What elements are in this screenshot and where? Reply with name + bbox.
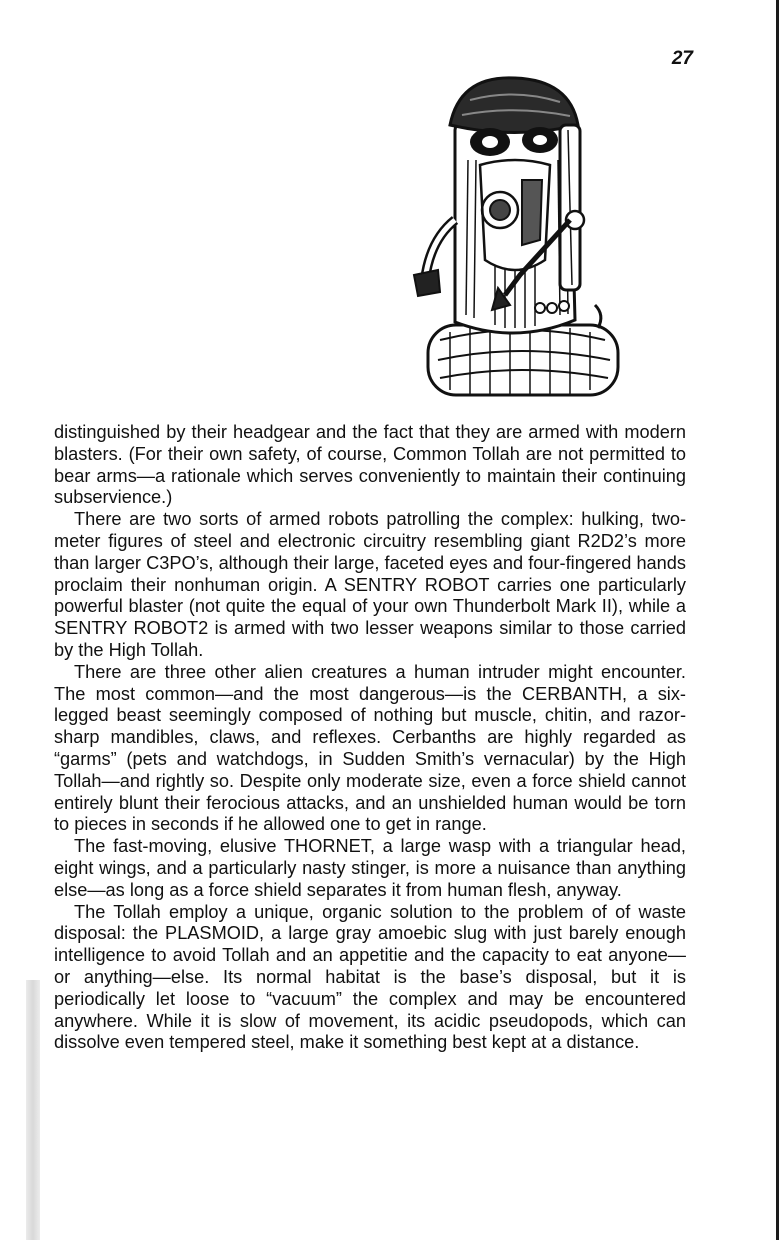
page-number: 27 (671, 48, 693, 69)
body-text (54, 422, 686, 1054)
sentry-robot-drawing-icon (400, 70, 625, 415)
paragraph: The Tollah employ a unique, organic solution to the problem of of waste disposal: the PLASMOID, a large gray amoebic slug with just barely enough intelligence to avoid Tollah and an appetitie and the capacity to eat anyone—or anything—else. Its normal habitat is the base’s disposal, but it is periodically let loose to “vacuum” the complex and may be encountered anywhere. While it is slow of movement, its acidic pseudopods, which can dissolve even tempered steel, make it something best kept at a distance. (54, 901, 686, 1053)
paragraph: There are two sorts of armed robots patrolling the complex: hulking, two-meter figures of steel and electronic circuitry resembling giant R2D2’s more than larger C3PO’s, although their large, faceted eyes and four-fingered hands proclaim their nonhuman origin. A SENTRY ROBOT carries one particularly powerful blaster (not quite the equal of your own Thunderbolt Mark II), while a SENTRY ROBOT2 is armed with two lesser weapons similar to those carried by the High Tollah. (54, 509, 686, 660)
paragraph: The fast-moving, elusive THORNET, a large wasp with a triangular head, eight wings, and a particularly nasty stinger, is more a nuisance than anything else—as long as a force shield separates it from human flesh, anyway. (54, 836, 686, 900)
paragraph: There are three other alien creatures a human intruder might encounter. The most common—and the most dangerous—is the CERBANTH, a six-legged beast seemingly composed of nothing but muscle, chitin, and razor-sharp mandibles, claws, and reflexes. Cerbanths are highly regarded as “garms” (pets and watchdogs, in Sudden Smith’s vernacular) by the High Tollah—and rightly so. Despite only moderate size, even a force shield cannot entirely blunt their ferocious attacks, and an unshielded human would be torn to pieces in seconds if he allowed one to get in range. (54, 661, 686, 835)
scan-margin-artifact (26, 980, 40, 1240)
paragraph: distinguished by their headgear and the fact that they are armed with modern blasters. (For their own safety, of course, Common Tollah are not permitted to bear arms—a rationale which serves conveniently to maintain their continuing subservience.) (54, 422, 686, 508)
